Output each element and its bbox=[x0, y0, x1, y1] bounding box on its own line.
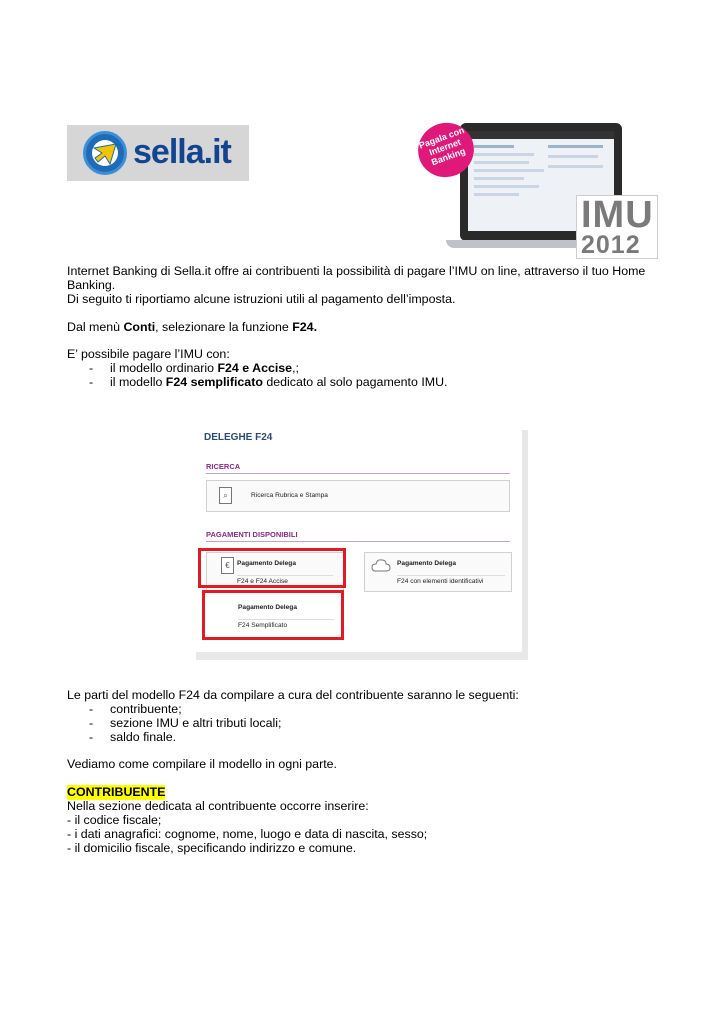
imu-2012-label: IMU 2012 bbox=[576, 195, 658, 259]
part-dash: - bbox=[89, 730, 94, 744]
deleghe-title: DELEGHE F24 bbox=[204, 432, 273, 443]
search-document-icon: ⌕ bbox=[219, 487, 232, 504]
deleghe-f24-screenshot bbox=[196, 430, 528, 660]
part-dash: - bbox=[89, 716, 94, 730]
ricerca-card[interactable] bbox=[206, 480, 510, 512]
highlight-f24-semplificato bbox=[202, 590, 344, 640]
intro-line-3: Di seguito ti riportiamo alcune istruzioni utili al pagamento dell’imposta. bbox=[67, 292, 456, 306]
pagamento-f24-identificativi-card[interactable]: Pagamento Delega F24 con elementi identificativi bbox=[364, 552, 512, 592]
pagamento-f24-accise-card[interactable]: € Pagamento Delega F24 e F24 Accise bbox=[206, 552, 344, 592]
pagala-badge: Pagala con Internet Banking bbox=[410, 115, 481, 185]
part-item: contribuente; bbox=[110, 702, 182, 716]
contribuente-item: - i dati anagrafici: cognome, nome, luogo e data di nascita, sesso; bbox=[67, 827, 428, 841]
contribuente-intro: Nella sezione dedicata al contribuente occorre inserire: bbox=[67, 799, 369, 813]
sella-logo bbox=[67, 125, 249, 181]
contribuente-heading: CONTRIBUENTE bbox=[67, 785, 166, 799]
cloud-document-icon bbox=[371, 557, 391, 575]
menu-instruction: Dal menù Conti, selezionare la funzione F24. bbox=[67, 320, 318, 334]
intro-line-1: Internet Banking di Sella.it offre ai contribuenti la possibilità di pagare l’IMU on line, attraverso il tuo Home bbox=[67, 264, 646, 278]
option-item: il modello ordinario F24 e Accise,; bbox=[110, 361, 299, 375]
option-dash: - bbox=[89, 361, 94, 375]
highlight-f24-accise bbox=[198, 548, 346, 588]
closing-line: Vediamo come compilare il modello in ogni parte. bbox=[67, 757, 337, 771]
option-dash: - bbox=[89, 375, 94, 389]
ricerca-label: Ricerca Rubrica e Stampa bbox=[251, 492, 328, 499]
contribuente-item: - il domicilio fiscale, specificando indirizzo e comune. bbox=[67, 841, 357, 855]
logo-arrow-icon bbox=[83, 131, 127, 175]
option-item: il modello F24 semplificato dedicato al solo pagamento IMU. bbox=[110, 375, 448, 389]
euro-document-icon: € bbox=[221, 557, 234, 574]
promo-image bbox=[408, 113, 660, 260]
logo-wordmark: sella.it bbox=[133, 133, 231, 171]
ricerca-header: RICERCA bbox=[206, 462, 241, 471]
options-intro: E’ possibile pagare l’IMU con: bbox=[67, 347, 230, 361]
intro-line-2: Banking. bbox=[67, 278, 116, 292]
pagamenti-header: PAGAMENTI DISPONIBILI bbox=[206, 530, 298, 539]
part-item: sezione IMU e altri tributi locali; bbox=[110, 716, 282, 730]
part-dash: - bbox=[89, 702, 94, 716]
pagamento-f24-semplificato-card[interactable]: Pagamento Delega F24 Semplificato bbox=[206, 594, 342, 632]
parts-intro: Le parti del modello F24 da compilare a cura del contribuente saranno le seguenti: bbox=[67, 688, 519, 702]
contribuente-item: - il codice fiscale; bbox=[67, 813, 162, 827]
part-item: saldo finale. bbox=[110, 730, 177, 744]
